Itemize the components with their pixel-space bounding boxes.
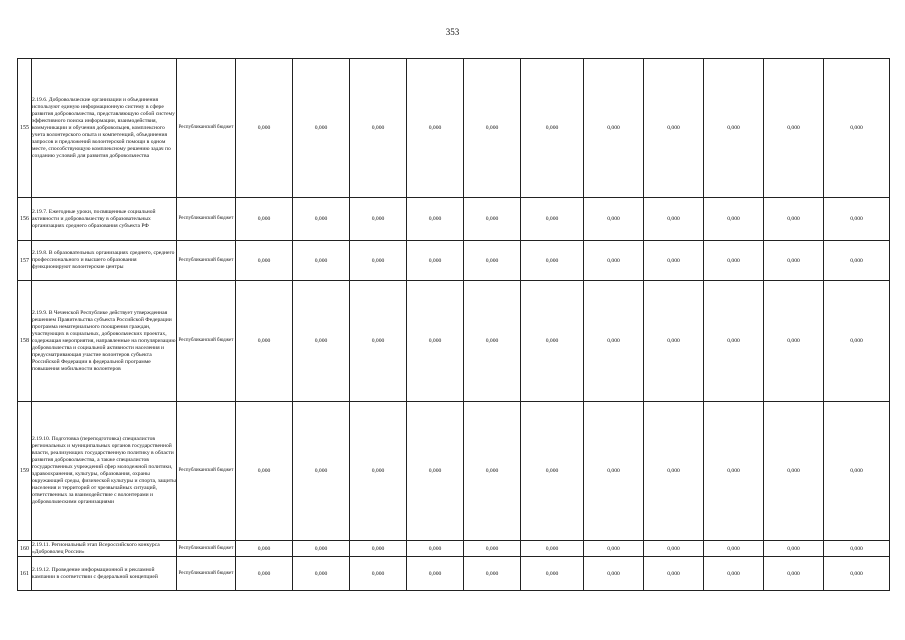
budget-value: 0,000 [824, 557, 890, 591]
budget-value: 0,000 [764, 402, 824, 541]
page-number: 353 [445, 27, 460, 37]
table-row [18, 198, 890, 241]
budget-value: 0,000 [293, 281, 350, 402]
budget-value: 0,000 [293, 198, 350, 241]
activity-description: 2.19.9. В Чеченской Республике действует утвержденная решением Правительства субъекта Российской Федерации программа нематериального поощрения граждан, участвующих в социальных, добровольческих проектах, содержащая мероприятия, направленные на популяризацию добровольчества и социальной активности населения и предусматривающая участие волонтеров субъекта Российской Федерации в федеральной программе повышения мобильности волонтеров [32, 281, 177, 402]
row-number: 156 [18, 198, 32, 241]
budget-value: 0,000 [704, 541, 764, 557]
budget-value: 0,000 [704, 198, 764, 241]
budget-value: 0,000 [464, 557, 521, 591]
funding-source: Республиканский бюджет [177, 557, 236, 591]
budget-value: 0,000 [293, 402, 350, 541]
budget-value: 0,000 [350, 59, 407, 198]
budget-value: 0,000 [521, 59, 584, 198]
table-body [18, 59, 890, 591]
budget-value: 0,000 [824, 59, 890, 198]
budget-value: 0,000 [764, 198, 824, 241]
table-row [18, 59, 890, 198]
budget-value: 0,000 [704, 241, 764, 281]
budget-value: 0,000 [350, 241, 407, 281]
budget-value: 0,000 [584, 557, 644, 591]
budget-value: 0,000 [236, 59, 293, 198]
budget-value: 0,000 [644, 241, 704, 281]
budget-value: 0,000 [464, 541, 521, 557]
budget-value: 0,000 [644, 198, 704, 241]
row-number: 157 [18, 241, 32, 281]
table-row [18, 241, 890, 281]
budget-value: 0,000 [824, 541, 890, 557]
budget-value: 0,000 [293, 557, 350, 591]
budget-value: 0,000 [407, 541, 464, 557]
budget-value: 0,000 [407, 557, 464, 591]
budget-value: 0,000 [521, 557, 584, 591]
row-number: 158 [18, 281, 32, 402]
budget-value: 0,000 [293, 59, 350, 198]
budget-value: 0,000 [584, 541, 644, 557]
budget-value: 0,000 [764, 59, 824, 198]
funding-source: Республиканский бюджет [177, 241, 236, 281]
budget-value: 0,000 [407, 198, 464, 241]
funding-source: Республиканский бюджет [177, 541, 236, 557]
budget-value: 0,000 [521, 402, 584, 541]
budget-value: 0,000 [824, 402, 890, 541]
budget-value: 0,000 [464, 59, 521, 198]
budget-value: 0,000 [236, 557, 293, 591]
budget-value: 0,000 [764, 541, 824, 557]
budget-value: 0,000 [704, 281, 764, 402]
budget-value: 0,000 [584, 59, 644, 198]
budget-value: 0,000 [704, 402, 764, 541]
budget-value: 0,000 [293, 541, 350, 557]
table-row [18, 557, 890, 591]
budget-table [17, 58, 890, 591]
budget-value: 0,000 [584, 198, 644, 241]
budget-value: 0,000 [824, 281, 890, 402]
activity-description: 2.19.8. В образовательных организациях среднего, среднего профессионального и высшего образования функционируют волонтерские центры [32, 241, 177, 281]
budget-value: 0,000 [236, 241, 293, 281]
budget-value: 0,000 [764, 241, 824, 281]
activity-description: 2.19.12. Проведение информационной и рекламной кампании в соответствии с федеральной концепцией [32, 557, 177, 591]
row-number: 161 [18, 557, 32, 591]
budget-value: 0,000 [407, 59, 464, 198]
budget-value: 0,000 [464, 241, 521, 281]
budget-value: 0,000 [464, 402, 521, 541]
row-number: 159 [18, 402, 32, 541]
budget-value: 0,000 [350, 198, 407, 241]
budget-value: 0,000 [521, 198, 584, 241]
budget-value: 0,000 [464, 198, 521, 241]
budget-value: 0,000 [350, 281, 407, 402]
budget-value: 0,000 [584, 241, 644, 281]
budget-value: 0,000 [644, 59, 704, 198]
budget-value: 0,000 [644, 281, 704, 402]
budget-value: 0,000 [407, 241, 464, 281]
budget-value: 0,000 [464, 281, 521, 402]
budget-value: 0,000 [584, 402, 644, 541]
budget-value: 0,000 [584, 281, 644, 402]
budget-value: 0,000 [407, 402, 464, 541]
funding-source: Республиканский бюджет [177, 198, 236, 241]
budget-value: 0,000 [350, 402, 407, 541]
budget-value: 0,000 [644, 557, 704, 591]
activity-description: 2.19.7. Ежегодные уроки, посвященные социальной активности и добровольчеству в образовательных организациях среднего образования субъекта РФ [32, 198, 177, 241]
budget-value: 0,000 [293, 241, 350, 281]
budget-value: 0,000 [521, 541, 584, 557]
table-row [18, 402, 890, 541]
activity-description: 2.19.10. Подготовка (переподготовка) специалистов региональных и муниципальных органов государственной власти, реализующих государственную политику в области развития добровольчества, а также специалистов государственных учреждений сфер молодежной политики, здравоохранения, культуры, образования, охраны окружающей среды, физической культуры и спорта, защиты населения и территорий от чрезвычайных ситуаций, ответственных за взаимодействие с волонтерами и добровольческими организациями [32, 402, 177, 541]
budget-value: 0,000 [824, 241, 890, 281]
funding-source: Республиканский бюджет [177, 402, 236, 541]
budget-value: 0,000 [764, 557, 824, 591]
budget-value: 0,000 [704, 59, 764, 198]
budget-value: 0,000 [644, 541, 704, 557]
table-row [18, 541, 890, 557]
budget-value: 0,000 [350, 557, 407, 591]
budget-value: 0,000 [824, 198, 890, 241]
budget-value: 0,000 [236, 198, 293, 241]
budget-value: 0,000 [521, 281, 584, 402]
funding-source: Республиканский бюджет [177, 59, 236, 198]
budget-value: 0,000 [236, 281, 293, 402]
budget-value: 0,000 [236, 541, 293, 557]
row-number: 160 [18, 541, 32, 557]
funding-source: Республиканский бюджет [177, 281, 236, 402]
budget-value: 0,000 [521, 241, 584, 281]
budget-value: 0,000 [764, 281, 824, 402]
budget-value: 0,000 [644, 402, 704, 541]
budget-value: 0,000 [407, 281, 464, 402]
row-number: 155 [18, 59, 32, 198]
activity-description: 2.19.11. Региональный этап Всероссийского конкурса «Доброволец России» [32, 541, 177, 557]
activity-description: 2.19.6. Добровольческие организации и объединения используют единую информационную систему в сфере развития добровольчества, представляющую собой систему эффективного поиска информации, взаимодействия, коммуникации и обучения добровольцев, комплексного учета волонтерского опыта и компетенций, объединения запросов и предложений волонтерской помощи в одном месте, способствующую комплексному решению задач по созданию условий для развития добровольчества [32, 59, 177, 198]
budget-value: 0,000 [236, 402, 293, 541]
budget-value: 0,000 [704, 557, 764, 591]
budget-value: 0,000 [350, 541, 407, 557]
table-row [18, 281, 890, 402]
